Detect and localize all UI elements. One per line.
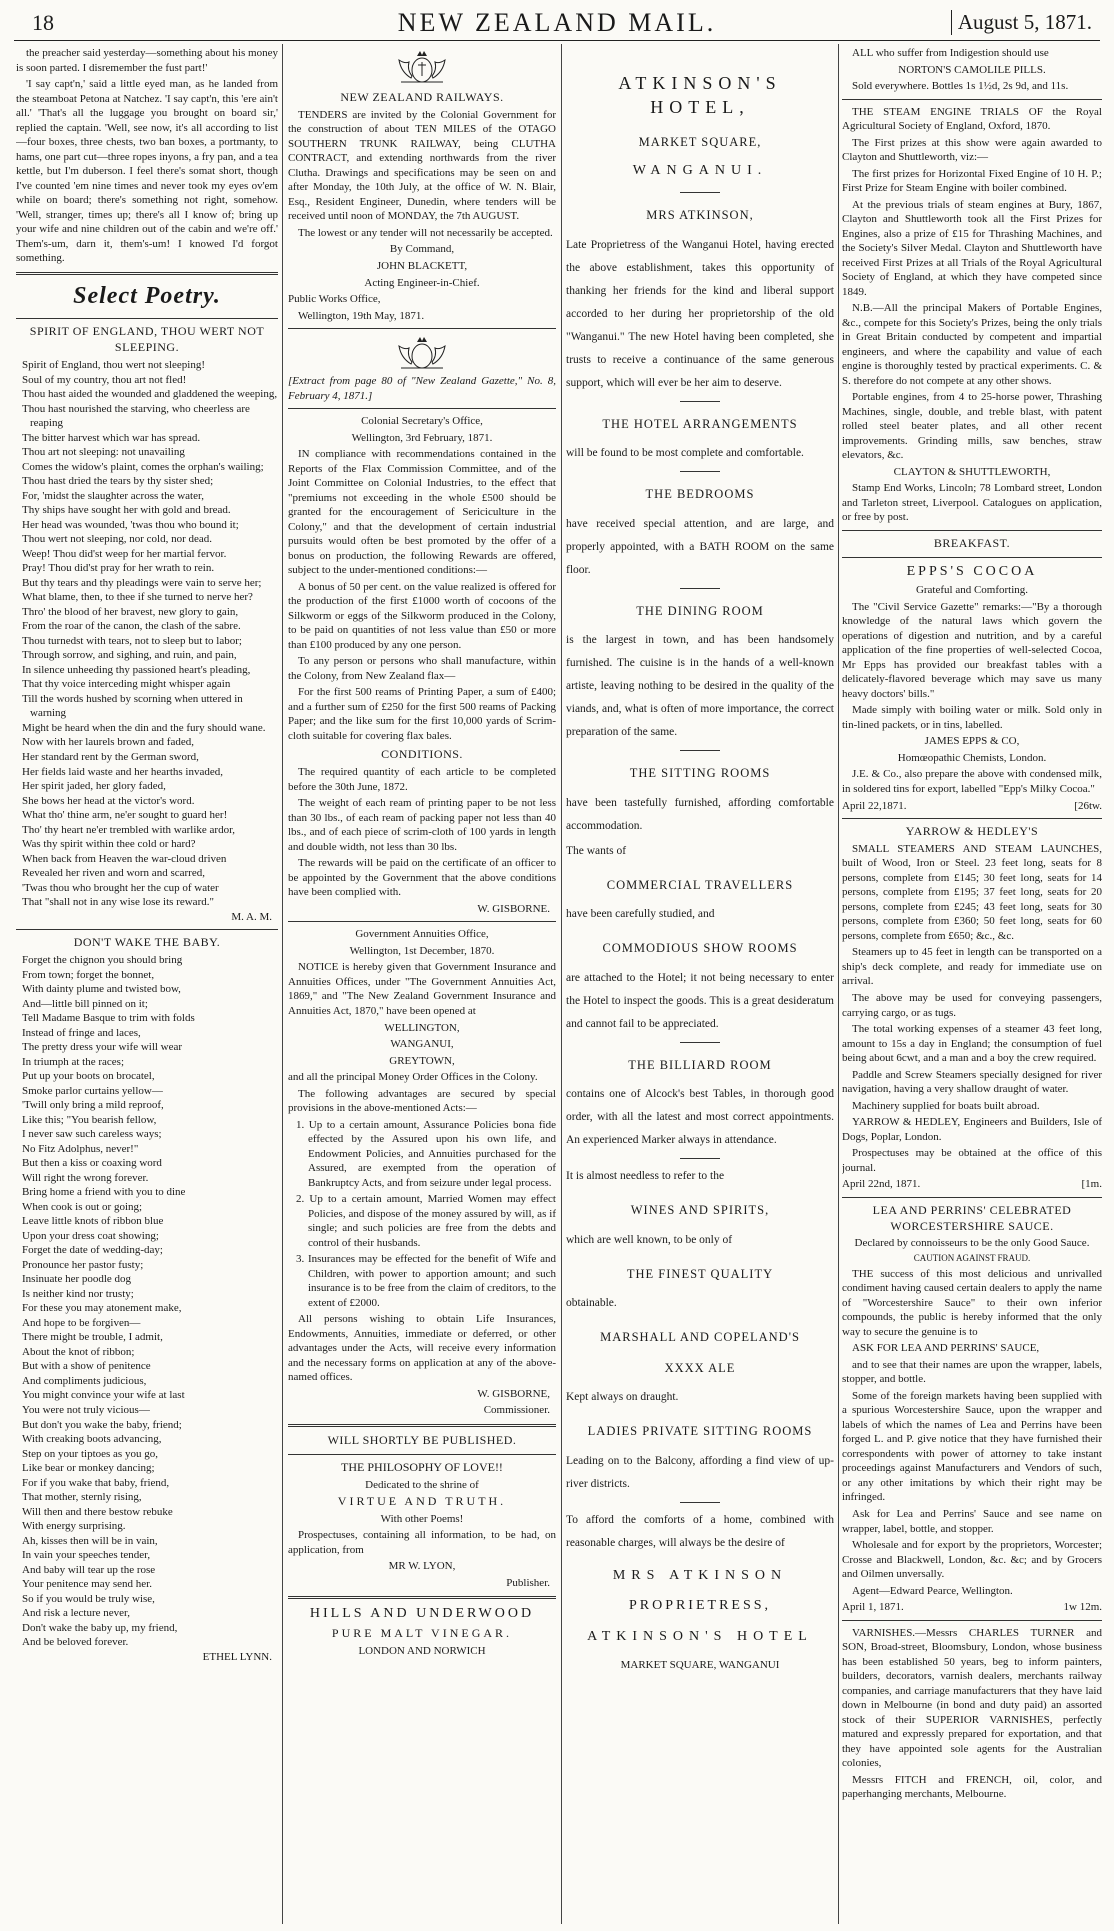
ad-paragraph: YARROW & HEDLEY, Engineers and Builders, Isle of Dogs, Poplar, London. bbox=[842, 1116, 1102, 1143]
ad-body: NOTICE is hereby given that Government Insurance and Annuities Offices, under "The Government Annuities Act, 1869," and "The New Zealand Government Insurance and Annuities Act, 1870," have been opened at bbox=[288, 961, 556, 1017]
ad-title: YARROW & HEDLEY'S bbox=[905, 824, 1039, 839]
ad-role: Publisher. bbox=[506, 1576, 550, 1589]
poem-line: Revealed her riven and worn and scarred, bbox=[22, 867, 205, 880]
ad-signature: CLAYTON & SHUTTLEWORTH, bbox=[893, 465, 1051, 478]
divider bbox=[842, 1197, 1102, 1198]
page-number: 18 bbox=[32, 10, 54, 35]
poem-line: And be beloved forever. bbox=[22, 1636, 129, 1649]
poem-line: Pronounce her pastor fusty; bbox=[22, 1258, 144, 1271]
poem-line: Thy ships have sought her with gold and bread. bbox=[22, 504, 231, 517]
poem-line: You were not truly vicious— bbox=[22, 1403, 150, 1416]
poem-line: In vain your speeches tender, bbox=[22, 1549, 151, 1562]
ad-paragraph: and to see that their names are upon the wrapper, labels, stopper, and bottle. bbox=[842, 1358, 1102, 1386]
divider bbox=[842, 818, 1102, 819]
poem-line: Bring home a friend with you to dine bbox=[22, 1186, 186, 1199]
masthead bbox=[14, 6, 1100, 41]
ad-date-line bbox=[842, 1177, 1102, 1192]
poem-line: Pray! Thou did'st pray for her wrath to rein. bbox=[22, 562, 215, 575]
ad-line: Government Annuities Office, bbox=[355, 928, 489, 941]
poem-line: Her standard rent by the German sword, bbox=[22, 750, 199, 763]
hotel-title: ATKINSON'S HOTEL, bbox=[618, 73, 782, 117]
ad-paragraph: N.B.—All the principal Makers of Portable Engines, &c., compete for this Society's Prizes, being the only trials in Great Britain conducted by competent and impartial engineers, and where the capability and value of each engine is thoroughly tested by practical experiments. C. & S. therefore do not compete at any other shows. bbox=[842, 302, 1102, 387]
hotel-address: MARKET SQUARE, bbox=[638, 134, 762, 149]
poem-line: Thou hast nourished the starving, who cheerless are reaping bbox=[22, 402, 250, 430]
list-item: 3. Insurances may be effected for the benefit of Wife and Children, with power to apportion amount; and such insurance is to be free from the claim of creditors, to the extent of £2000. bbox=[296, 1253, 556, 1309]
ad-line: By Command, bbox=[389, 243, 455, 256]
ad-title: NORTON'S CAMOLILE PILLS. bbox=[898, 63, 1046, 76]
numbered-list bbox=[294, 1118, 556, 1311]
ad-paragraph: Made simply with boiling water or milk. Sold only in tin-lined packets, or in tins, labelled. bbox=[842, 704, 1102, 731]
poem-title: SPIRIT OF ENGLAND, THOU WERT NOT SLEEPING. bbox=[29, 324, 265, 355]
ad-line: Colonial Secretary's Office, bbox=[361, 415, 483, 428]
poem-signature: ETHEL LYNN. bbox=[202, 1650, 272, 1663]
ad-line: LONDON AND NORWICH bbox=[358, 1644, 486, 1657]
poem-line: That "shall not in any wise lose its reward." bbox=[22, 896, 214, 909]
ad-subtitle: Grateful and Comforting. bbox=[915, 584, 1029, 597]
poem-line: And baby will tear up the rose bbox=[22, 1563, 156, 1576]
section-heading: COMMODIOUS SHOW ROOMS bbox=[602, 941, 798, 956]
poem-line: Her spirit jaded, her glory faded, bbox=[22, 780, 166, 793]
column-4 bbox=[842, 46, 1102, 1926]
poem-signature: M. A. M. bbox=[231, 910, 272, 923]
divider bbox=[680, 471, 720, 472]
poem-line: Insinuate her poodle dog bbox=[22, 1273, 132, 1286]
poem-line: And hope to be forgiven— bbox=[22, 1316, 141, 1329]
poem-title: DON'T WAKE THE BABY. bbox=[73, 935, 221, 950]
divider bbox=[842, 1620, 1102, 1621]
poem-line: Thro' the blood of her bravest, new glory to gain, bbox=[22, 605, 239, 618]
ad-paragraph: Wholesale and for export by the proprietors, Worcester; Crosse and Blackwell, London, &c. &c; and by Grocers and Oilmen unversally. bbox=[842, 1539, 1102, 1581]
section-heading: THE DINING ROOM bbox=[636, 603, 764, 618]
poem-line: Smoke parlor curtains yellow— bbox=[22, 1084, 163, 1097]
ad-body: are attached to the Hotel; it not being necessary to enter the Hotel to inspect the goods. This is a great desideratum and cannot fail to be appreciated. bbox=[566, 971, 834, 1030]
divider bbox=[288, 328, 556, 329]
ad-paragraph: At the previous trials of steam engines at Bury, 1867, Clayton and Shuttleworth took all the First Prizes for Engines, also a prize of £15 for Thrashing Machines, and the Society's Silver Medal. Clayton and Shuttleworth have received First Prizes at all Trials of the Royal Agricultural Society of England, at which they have competed since 1849. bbox=[842, 198, 1102, 298]
poem-line: Forget the date of wedding-day; bbox=[22, 1244, 163, 1257]
ad-paragraph: Some of the foreign markets having been supplied with a spurious Worcestershire Sauce, upon the wrapper and labels of which the names of Lea and Perrins have been forged L. and P. give notice that they have furnished their correspondents with power of attorney to take instant proceedings against Manufacturers and Vendors of such, or any other imitations by which their right may be infringed. bbox=[842, 1389, 1102, 1504]
section-heading: Select Poetry. bbox=[73, 282, 221, 309]
column-rule bbox=[561, 44, 562, 1924]
place-name: WANGANUI, bbox=[390, 1038, 454, 1051]
ad-paragraph: SMALL STEAMERS AND STEAM LAUNCHES, built of Wood, Iron or Steel. 23 feet long, seats for 8 persons, complete from £145; 30 feet long, seats for 14 persons, complete from £195; 37 feet long, seats for 20 persons, complete from £245; 43 feet long, seats for 30 persons, complete from £360; 50 feet long, seats for 60 persons, complete from £650; &c., &c. bbox=[842, 842, 1102, 942]
divider bbox=[842, 557, 1102, 558]
ad-paragraph: The above may be used for conveying passengers, carrying cargo, or as tugs. bbox=[842, 992, 1102, 1019]
poem-line: That thy voice interceding might whisper again bbox=[22, 678, 231, 691]
column-rule bbox=[838, 44, 839, 1924]
ad-paragraph: The required quantity of each article to be completed before the 30th June, 1872. bbox=[288, 766, 556, 793]
divider bbox=[680, 401, 720, 402]
ad-paragraph: VARNISHES.—Messrs CHARLES TURNER and SON, Broad-street, Bloomsbury, London, whose business has been established 50 years, beg to inform painters, builders, decorators, varnish dealers, merchants railway companies, and carriage manufacturers that they have laid down in Melbourne (in bond and duty paid) an assorted stock of their SUPERIOR VARNISHES, perfectly matured and expressly prepared for exportation, and that they have appointed sole agents for the Australian colonies, bbox=[842, 1626, 1102, 1770]
ad-paragraph: To any person or persons who shall manufacture, within the Colony, from New Zealand flax— bbox=[288, 655, 556, 682]
ad-caution: CAUTION AGAINST FRAUD. bbox=[913, 1252, 1031, 1263]
poem-line: For these you may atonement make, bbox=[22, 1302, 182, 1315]
ad-body: Prospectuses, containing all information, to be had, on application, from bbox=[288, 1529, 556, 1556]
ad-title: LEA AND PERRINS' CELEBRATED WORCESTERSHIRE SAUCE. bbox=[872, 1202, 1072, 1233]
ad-title: NEW ZEALAND RAILWAYS. bbox=[340, 90, 504, 104]
royal-crest-icon bbox=[387, 334, 457, 372]
poem-line: For, 'midst the slaughter across the water, bbox=[22, 489, 204, 502]
poem-line: There might be trouble, I admit, bbox=[22, 1331, 163, 1344]
ad-line: Public Works Office, bbox=[288, 293, 381, 306]
ad-date-line bbox=[842, 1600, 1102, 1615]
ad-line: have been carefully studied, and bbox=[566, 908, 715, 921]
section-heading: WINES AND SPIRITS, bbox=[630, 1203, 770, 1218]
ad-title: BREAKFAST. bbox=[933, 535, 1011, 550]
story-paragraph: the preacher said yesterday—something about his money is soon parted. I disremember the fust part!' bbox=[16, 47, 278, 74]
ad-body: have received special attention, and are large, and properly appointed, with a BATH ROOM on the same floor. bbox=[566, 517, 834, 576]
divider bbox=[288, 1454, 556, 1455]
signature-address: MARKET SQUARE, WANGANUI bbox=[620, 1659, 780, 1672]
ad-body: The following advantages are secured by special provisions in the above-mentioned Acts:— bbox=[288, 1087, 556, 1115]
divider bbox=[288, 408, 556, 409]
ad-code: 1w 12m. bbox=[1063, 1601, 1102, 1614]
poem-line: Thou hast dried the tears by thy sister shed; bbox=[22, 475, 214, 488]
ad-paragraph: IN compliance with recommendations contained in the Reports of the Flax Commission Committee, and of the Joint Committee on Colonial Industries, to the effect that "premiums not exceeding in the whole £500 should be granted for the encouragement of Sericiculture in the Colony," and that the development of certain industrial pursuits would often be best promoted by the offer of a bonus on production, the following Rewards are offered, subject to the under-mentioned conditions:— bbox=[288, 448, 556, 577]
column-1 bbox=[16, 46, 278, 1926]
poem-line: Leave little knots of ribbon blue bbox=[22, 1215, 164, 1228]
poem-line: You might convince your wife at last bbox=[22, 1389, 185, 1402]
poem-line: In silence unheeding thy passioned heart's pleading, bbox=[22, 663, 251, 676]
ad-paragraph: THE STEAM ENGINE TRIALS OF the Royal Agricultural Society of England, Oxford, 1870. bbox=[842, 105, 1102, 133]
ad-paragraph: Paddle and Screw Steamers specially designed for river navigation, having a very shallow draught of water. bbox=[842, 1068, 1102, 1096]
poem-line: Forget the chignon you should bring bbox=[22, 954, 183, 966]
poem-line: Like bear or monkey dancing; bbox=[22, 1462, 155, 1475]
proprietress-name: MRS ATKINSON, bbox=[646, 208, 754, 223]
divider bbox=[680, 750, 720, 751]
divider bbox=[16, 929, 278, 930]
divider bbox=[680, 1158, 720, 1159]
ad-date: April 1, 1871. bbox=[842, 1601, 904, 1614]
poem-line: Instead of fringe and laces, bbox=[22, 1026, 141, 1039]
poem-line: From town; forget the bonnet, bbox=[22, 968, 155, 981]
poem-line: Spirit of England, thou wert not sleeping! bbox=[22, 359, 205, 372]
poem-line: Like this; "You bearish fellow, bbox=[22, 1113, 157, 1126]
section-heading: THE BEDROOMS bbox=[645, 487, 755, 502]
poem-line: Might be heard when the din and the fury should wane. bbox=[22, 721, 266, 734]
poem-line: What blame, then, to thee if she turned to nerve her? bbox=[22, 591, 253, 604]
ad-paragraph: The first prizes for Horizontal Fixed Engine of 10 H. P.; First Prize for Steam Engine with boiler combined. bbox=[842, 167, 1102, 195]
poem-line: Don't wake the baby up, my friend, bbox=[22, 1621, 178, 1634]
ad-subtitle: Declared by connoisseurs to be the only Good Sauce. bbox=[854, 1237, 1090, 1250]
ad-signature: W. GISBORNE. bbox=[477, 902, 550, 915]
ad-body: ALL who suffer from Indigestion should use bbox=[852, 47, 1049, 59]
poem-line: But don't you wake the baby, friend; bbox=[22, 1418, 182, 1431]
ad-date: April 22,1871. bbox=[842, 799, 907, 812]
gazette-extract: [Extract from page 80 of "New Zealand Gazette," No. 8, February 4, 1871.] bbox=[288, 375, 556, 402]
ad-title: EPPS'S COCOA bbox=[906, 563, 1038, 579]
ad-name: MR W. LYON, bbox=[388, 1560, 456, 1573]
ad-body bbox=[288, 765, 556, 900]
ad-title: WILL SHORTLY BE PUBLISHED. bbox=[327, 1432, 517, 1447]
ad-body: contains one of Alcock's best Tables, in thorough good order, with all the latest and most correct appointments. An experienced Marker always in attendance. bbox=[566, 1088, 834, 1147]
ad-date-line bbox=[842, 799, 1102, 814]
ad-paragraph: Ask for Lea and Perrins' Sauce and see name on wrapper, label, bottle, and stopper. bbox=[842, 1508, 1102, 1535]
poem-line: And—little bill pinned on it; bbox=[22, 997, 148, 1010]
poem-line: Tho' thy heart ne'er trembled with warlike ardor, bbox=[22, 823, 236, 836]
divider bbox=[288, 1424, 556, 1427]
poem-line: When back from Heaven the war-cloud driven bbox=[22, 852, 227, 865]
list-item: 1. Up to a certain amount, Assurance Policies bona fide effected by the Assured upon his own life, and Endowment Policies, and Annuities purchased for the Assured, are exempted from the operation of Bankruptcy Acts, and from seizure under legal process. bbox=[296, 1118, 556, 1189]
poem-line: Her fields laid waste and her hearths invaded, bbox=[22, 765, 223, 778]
place-name: WELLINGTON, bbox=[384, 1021, 460, 1034]
poem-line: But with a show of penitence bbox=[22, 1360, 151, 1373]
ad-body bbox=[842, 1626, 1102, 1802]
divider bbox=[288, 921, 556, 922]
poem-line: Comes the widow's plaint, comes the orphan's wailing; bbox=[22, 460, 264, 473]
signature-line: PROPRIETRESS, bbox=[628, 1598, 772, 1614]
poem-line: Her head was wounded, 'twas thou who bound it; bbox=[22, 518, 239, 531]
poem-line: And compliments judicious, bbox=[22, 1374, 147, 1387]
place-list bbox=[288, 1021, 556, 1069]
newspaper-title: NEW ZEALAND MAIL. bbox=[397, 8, 717, 37]
ad-role: Homœopathic Chemists, London. bbox=[897, 751, 1047, 764]
ad-date: Wellington, 19th May, 1871. bbox=[298, 309, 425, 322]
ad-line: THE PHILOSOPHY OF LOVE!! bbox=[341, 1459, 503, 1474]
ad-line: which are well known, to be only of bbox=[566, 1233, 733, 1246]
ad-paragraph: The "Civil Service Gazette" remarks:—"By a thorough knowledge of the natural laws which govern the operations of digestion and nutrition, and by a careful application of the fine properties of well-selected Cocoa, Mr Epps has provided our breakfast tables with a delicately-flavored beverage which may save us many heavy doctors' bills." bbox=[842, 600, 1102, 700]
ad-body: TENDERS are invited by the Colonial Government for the construction of about TEN MILES of the OTAGO SOUTHERN TRUNK RAILWAY, being CLUTHA CONTRACT, and extending northwards from the river Clutha. Drawings and specifications may be seen on and after Monday, the 10th July, at the office of W. N. Blair, Esq., Resident Engineer, Dunedin, where tenders will be received until noon of MONDAY, the 7th AUGUST. bbox=[288, 108, 556, 223]
poem-line: Through sorrow, and sighing, and ruin, and pain, bbox=[22, 649, 237, 662]
divider bbox=[680, 192, 720, 193]
ad-body bbox=[842, 105, 1102, 463]
poem-line: So if you would be truly wise, bbox=[22, 1592, 155, 1605]
ad-paragraph: For the first 500 reams of Printing Paper, a sum of £400; and a further sum of £250 for the first 500 reams of Packing Paper; and the like sum for the first 10,000 yards of Scrim-cloth suitable for covering flax bales. bbox=[288, 686, 556, 742]
ad-date: Wellington, 1st December, 1870. bbox=[349, 944, 495, 957]
poem-line: That mother, sternly rising, bbox=[22, 1491, 142, 1504]
poem-line: And risk a lecture never, bbox=[22, 1607, 130, 1620]
divider bbox=[16, 318, 278, 319]
ad-line: Kept always on draught. bbox=[566, 1391, 679, 1404]
hotel-town: WANGANUI. bbox=[632, 163, 768, 178]
poem-line: Is neither kind nor trusty; bbox=[22, 1287, 134, 1300]
ad-role: Commissioner. bbox=[483, 1404, 550, 1417]
ad-paragraph: Portable engines, from 4 to 25-horse power, Thrashing Machines, single, double, and treble blast, with patent rolled steel beater plates, and all other recent improvements. Grinding mills, saw benches, straw elevators, &c. bbox=[842, 391, 1102, 462]
poem-line: The pretty dress your wife will wear bbox=[22, 1041, 183, 1054]
poem-line: 'Twas thou who brought her the cup of water bbox=[22, 881, 219, 894]
ad-body: To afford the comforts of a home, combined with reasonable charges, will always be the desire of bbox=[566, 1513, 834, 1549]
poem-line: What tho' thine arm, ne'er sought to guard her! bbox=[22, 809, 228, 822]
ad-signature: JAMES EPPS & CO, bbox=[924, 735, 1020, 748]
poem-line: Thou art not sleeping: not unavailing bbox=[22, 446, 185, 459]
poem-line: Thou wert not sleeping, nor cold, nor dead. bbox=[22, 533, 213, 546]
poem-line: Now with her laurels brown and faded, bbox=[22, 736, 194, 749]
ad-paragraph: Messrs FITCH and FRENCH, oil, color, and paperhanging merchants, Melbourne. bbox=[842, 1773, 1102, 1801]
list-item: 2. Up to a certain amount, Married Women may effect Policies, and dispose of the money assured by will, as if single; and such policies are free from the debts and control of their husbands. bbox=[296, 1193, 556, 1249]
poem-line: I never saw such careless ways; bbox=[22, 1128, 162, 1141]
poem-line: With energy surprising. bbox=[22, 1520, 126, 1533]
ad-code: [1m. bbox=[1081, 1178, 1102, 1191]
ad-body: Leading on to the Balcony, affording a find view of up-river districts. bbox=[566, 1454, 834, 1490]
ad-name: JOHN BLACKETT, bbox=[376, 259, 468, 272]
ad-paragraph: A bonus of 50 per cent. on the value realized is offered for the production of the first £1000 worth of cocoons of the Silkworm or eggs of the Silkworm produced in the Colony, to be paid on quantities of not less value than £50 or more than £100 produced by any one person. bbox=[288, 580, 556, 651]
divider bbox=[842, 99, 1102, 100]
section-heading: THE HOTEL ARRANGEMENTS bbox=[602, 416, 798, 431]
poem-line: When cook is out or going; bbox=[22, 1200, 143, 1213]
poem-line: With dainty plume and twisted bow, bbox=[22, 983, 181, 996]
column-2 bbox=[288, 46, 556, 1926]
divider bbox=[680, 1042, 720, 1043]
poem-line: In triumph at the races; bbox=[22, 1055, 125, 1068]
poem-line: She bows her head at the victor's word. bbox=[22, 794, 195, 807]
poem-line: From the roar of the canon, the clash of the sabre. bbox=[22, 620, 241, 633]
divider bbox=[842, 530, 1102, 531]
ad-subtitle: CONDITIONS. bbox=[381, 747, 463, 762]
section-heading: COMMERCIAL TRAVELLERS bbox=[606, 877, 794, 892]
column-3 bbox=[566, 46, 834, 1926]
column-rule bbox=[282, 44, 283, 1924]
ad-body bbox=[842, 600, 1102, 733]
ad-line: It is almost needless to refer to the bbox=[566, 1170, 725, 1183]
ad-body: Sold everywhere. Bottles 1s 1½d, 2s 9d, and 11s. bbox=[852, 80, 1069, 93]
ad-body: is the largest in town, and has been handsomely furnished. The cuisine is in the hands of a well-known artiste, leaving nothing to be desired in the quality of the viands, and, what is often of more importance, the correct preparation of the same. bbox=[566, 634, 834, 739]
poem-line: Till the words hushed by scorning when uttered in warning bbox=[22, 692, 243, 720]
signature-line: ATKINSON'S HOTEL bbox=[587, 1628, 813, 1644]
ad-paragraph: The rewards will be paid on the certificate of an officer to be appointed by the Government that the above conditions have been complied with. bbox=[288, 857, 556, 899]
ad-body: Stamp End Works, Lincoln; 78 Lombard street, London and Tarleton street, Liverpool. Catalogues on application, or free by post. bbox=[842, 482, 1102, 524]
ad-body: and all the principal Money Order Offices in the Colony. bbox=[288, 1071, 538, 1084]
poem-line: Your penitence may send her. bbox=[22, 1578, 152, 1591]
signature-line: MRS ATKINSON bbox=[612, 1567, 788, 1583]
ad-body: The lowest or any tender will not necessarily be accepted. bbox=[298, 226, 553, 239]
divider bbox=[680, 1502, 720, 1503]
ad-line: The wants of bbox=[566, 844, 627, 857]
ad-paragraph: ASK FOR LEA AND PERRINS' SAUCE, bbox=[852, 1342, 1040, 1355]
ad-title: HILLS AND UNDERWOOD bbox=[309, 1606, 535, 1622]
ad-body: have been tastefully furnished, affording comfortable accommodation. bbox=[566, 796, 834, 832]
poem-line: Will then and there bestow rebuke bbox=[22, 1505, 173, 1518]
divider bbox=[680, 588, 720, 589]
ad-role: Acting Engineer-in-Chief. bbox=[364, 276, 480, 289]
issue-date: August 5, 1871. bbox=[951, 10, 1092, 35]
ad-paragraph: Prospectuses may be obtained at the office of this journal. bbox=[842, 1147, 1102, 1174]
ad-line: With other Poems! bbox=[380, 1512, 464, 1525]
poem-line: Tell Madame Basque to trim with folds bbox=[22, 1012, 195, 1025]
poem-line: Weep! Thou did'st weep for her martial fervor. bbox=[22, 547, 227, 560]
poem-line: Upon your dress coat showing; bbox=[22, 1229, 159, 1242]
ad-body: All persons wishing to obtain Life Insurances, Endowments, Annuities, immediate or deferred, or other advantages under the Acts, will receive every information and the necessary forms on application at any of the above-named offices. bbox=[288, 1313, 556, 1384]
poem-line: Was thy spirit within thee cold or hard? bbox=[22, 838, 196, 851]
ad-code: [26tw. bbox=[1074, 799, 1102, 812]
poem-line: Will right the wrong forever. bbox=[22, 1171, 149, 1184]
ad-date: Wellington, 3rd February, 1871. bbox=[351, 431, 493, 444]
poem-line: 'Twill only bring a mild reproof, bbox=[22, 1099, 164, 1112]
ad-body bbox=[842, 842, 1102, 1175]
section-heading: THE BILLIARD ROOM bbox=[628, 1057, 772, 1072]
ad-body: will be found to be most complete and comfortable. bbox=[566, 447, 804, 460]
ad-body bbox=[288, 447, 556, 743]
poem-body bbox=[16, 953, 278, 1650]
poem-body bbox=[16, 358, 278, 910]
ad-body bbox=[842, 1267, 1102, 1598]
ad-paragraph: The total working expenses of a steamer 43 feet long, amount to 15s a day in England; the consumption of fuel being about 6cwt, and a man and a boy the crew required. bbox=[842, 1023, 1102, 1065]
ad-paragraph: Steamers up to 45 feet in length can be transported on a ship's deck complete, and ready for immediate use on arrival. bbox=[842, 946, 1102, 988]
ad-paragraph: THE success of this most delicious and unrivalled condiment having caused certain dealers to apply the name of "Worcestershire Sauce" to their own inferior compounds, the public is hereby informed that the only way to secure the genuine is to bbox=[842, 1267, 1102, 1338]
ad-line: Dedicated to the shrine of bbox=[365, 1478, 479, 1491]
ad-subtitle: PURE MALT VINEGAR. bbox=[331, 1625, 513, 1640]
ad-date: April 22nd, 1871. bbox=[842, 1178, 921, 1191]
poem-line: The bitter harvest which war has spread. bbox=[22, 431, 201, 444]
divider bbox=[16, 272, 278, 275]
poem-line: About the knot of ribbon; bbox=[22, 1345, 135, 1358]
ad-paragraph: Machinery supplied for boats built abroad. bbox=[852, 1099, 1040, 1112]
poem-line: But then a kiss or coaxing word bbox=[22, 1157, 162, 1170]
ad-line: VIRTUE AND TRUTH. bbox=[337, 1494, 507, 1509]
poem-line: Ah, kisses then will be in vain, bbox=[22, 1534, 158, 1547]
poem-line: Put up your boots on brocatel, bbox=[22, 1070, 155, 1083]
poem-line: Soul of my country, thou art not fled! bbox=[22, 373, 187, 386]
ad-paragraph: Agent—Edward Pearce, Wellington. bbox=[852, 1584, 1013, 1597]
section-heading: THE FINEST QUALITY bbox=[626, 1266, 774, 1281]
section-heading: LADIES PRIVATE SITTING ROOMS bbox=[587, 1424, 813, 1439]
section-heading: THE SITTING ROOMS bbox=[629, 766, 771, 781]
ad-paragraph: The weight of each ream of printing paper to be not less than 30 lbs., of each ream of packing paper not less than 40 lbs., and of each piece of scrim-cloth of 100 yards in length and double width, not less than 30 lbs. bbox=[288, 797, 556, 853]
divider bbox=[288, 1596, 556, 1599]
poem-line: With creaking boots advancing, bbox=[22, 1433, 162, 1446]
poem-line: No Fitz Adolphus, never!" bbox=[22, 1142, 139, 1155]
ad-body: J.E. & Co., also prepare the above with condensed milk, in soldered tins for export, labelled "Epp's Milky Cocoa." bbox=[842, 768, 1102, 795]
poem-line: For if you wake that baby, friend, bbox=[22, 1476, 170, 1489]
ad-line: obtainable. bbox=[566, 1297, 617, 1310]
story-text bbox=[16, 46, 278, 266]
ad-paragraph: The First prizes at this show were again awarded to Clayton and Shuttleworth, viz:— bbox=[842, 136, 1102, 164]
royal-crest-icon bbox=[387, 48, 457, 86]
ad-signature: W. GISBORNE, bbox=[477, 1387, 550, 1400]
section-heading: XXXX ALE bbox=[664, 1360, 736, 1375]
place-name: GREYTOWN, bbox=[389, 1054, 455, 1067]
poem-line: Step on your tiptoes as you go, bbox=[22, 1447, 158, 1460]
ad-body: Late Proprietress of the Wanganui Hotel, having erected the above establishment, takes this opportunity of thanking her friends for the kind and liberal support accorded to her during her proprietorship of the old "Wanganui." The new Hotel having been completed, she trusts to receive a continuance of the same generous support, which will ever be her aim to deserve. bbox=[566, 238, 834, 389]
poem-line: Thou hast aided the wounded and gladdened the weeping, bbox=[22, 388, 278, 401]
poem-line: But thy tears and thy pleadings were vain to serve her; bbox=[22, 576, 262, 589]
section-heading: MARSHALL AND COPELAND'S bbox=[600, 1330, 800, 1345]
poem-line: Thou turnedst with tears, not to sleep but to labor; bbox=[22, 634, 242, 647]
story-paragraph: 'I say capt'n,' said a little eyed man, as he landed from the steamboat Petona at Natchez. 'I say capt'n, this 'ere ain't all.' 'That's all the luggage you brought on board sir,' replied the captain. 'Well, see now, it's all according to list—four boxes, three chests, two ban boxes, a portmanty, to hams, one part cut—three ropes inyons, a fry pan, and a tea kettle, but I'm duberson. I feel there's somat short, though I've counted 'em nine times and never took my eyes ov'em while on board; there's something not right, somehow. 'Well, stranger, times up; there's all I know of; bring up your wife and nine children out of the cabin and we're off.' Them's-um, darn it, them's-um! I knowed I'd forgot something. bbox=[16, 78, 278, 265]
